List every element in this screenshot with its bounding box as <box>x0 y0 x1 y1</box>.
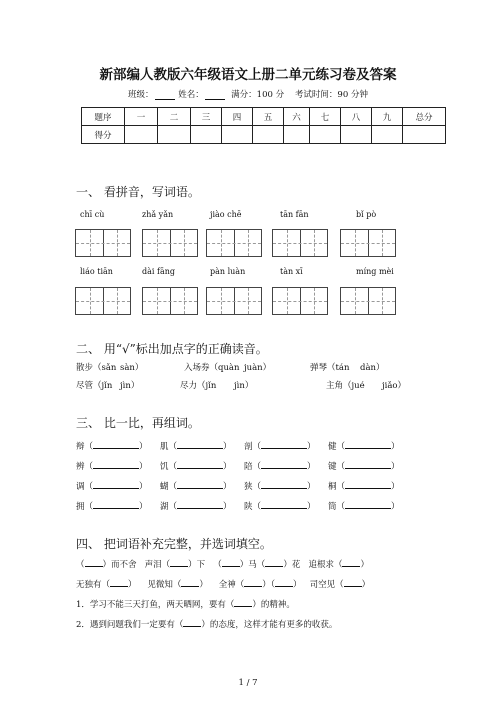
char: 陪 <box>244 462 253 472</box>
compare-item: 拥（ ） <box>76 502 148 512</box>
option[interactable]: 弹琴（tán <box>310 363 350 373</box>
blank[interactable] <box>234 598 252 607</box>
word-blank[interactable] <box>261 500 307 509</box>
word-blank[interactable] <box>93 500 139 509</box>
char: 健 <box>328 442 337 452</box>
compare-item: 肌（ ） <box>160 442 232 452</box>
option[interactable]: 入场券（quàn <box>184 363 240 373</box>
page-title: 新部编人教版六年级语文上册二单元练习卷及答案 <box>99 67 397 83</box>
writing-box[interactable] <box>206 287 262 315</box>
exam-info <box>0 88 496 100</box>
char: 键 <box>328 462 337 472</box>
char: 剖 <box>244 442 253 452</box>
word-blank[interactable] <box>261 480 307 489</box>
option[interactable]: 散步（sǎn <box>76 363 117 373</box>
option[interactable]: jìn） <box>234 381 254 391</box>
question-1: 1．学习不能三天打鱼，两天晒网，要有（ ）的精神。 <box>76 600 295 610</box>
compare-item: 桐（ ） <box>328 482 400 492</box>
writing-box[interactable] <box>142 229 198 257</box>
word-blank[interactable] <box>177 500 223 509</box>
pinyin-label: míng mèi <box>356 267 394 276</box>
compare-item: 饥（ ） <box>160 462 232 472</box>
blank[interactable] <box>85 558 103 567</box>
section-2-heading: 二、 用“√”标出加点字的正确读音。 <box>76 342 268 356</box>
compare-item: 筒（ ） <box>328 502 400 512</box>
word-blank[interactable] <box>177 460 223 469</box>
pinyin-label: jiào chē <box>210 210 242 219</box>
word-blank[interactable] <box>261 440 307 449</box>
option[interactable]: jiǎo） <box>382 381 407 391</box>
score-table <box>81 107 446 144</box>
score-header-cell: 一 <box>125 108 158 126</box>
compare-item: 陕（ ） <box>244 502 316 512</box>
char: 饥 <box>160 462 169 472</box>
blank[interactable] <box>275 578 293 587</box>
compare-item: 湖（ ） <box>160 502 232 512</box>
word-blank[interactable] <box>345 460 391 469</box>
compare-item: 健（ ） <box>328 442 400 452</box>
score-cell[interactable] <box>253 126 284 144</box>
compare-item: 蝴（ ） <box>160 482 232 492</box>
score-cell[interactable] <box>191 126 222 144</box>
writing-box[interactable] <box>272 287 328 315</box>
blank[interactable] <box>110 578 128 587</box>
option[interactable]: 主角（jué <box>326 381 365 391</box>
word-blank[interactable] <box>177 440 223 449</box>
score-header-cell: 九 <box>372 108 403 126</box>
score-header-cell: 总分 <box>403 108 446 126</box>
pinyin-label: bǐ pò <box>356 210 377 219</box>
blank[interactable] <box>222 558 240 567</box>
score-cell[interactable] <box>284 126 310 144</box>
compare-item: 辩（ ） <box>76 442 148 452</box>
exam-time: 考试时间：90 分钟 <box>294 90 368 100</box>
char: 湖 <box>160 502 169 512</box>
score-header-cell: 六 <box>284 108 310 126</box>
class-label: 班级： <box>128 90 154 100</box>
writing-box[interactable] <box>75 287 131 315</box>
question-2: 2．遇到问题我们一定要有（ ）的态度，这样才能有更多的收获。 <box>76 620 338 630</box>
char: 辩 <box>76 442 85 452</box>
option[interactable]: 尽力（jǐn <box>180 381 217 391</box>
writing-box[interactable] <box>340 229 396 257</box>
writing-box[interactable] <box>142 287 198 315</box>
word-blank[interactable] <box>261 460 307 469</box>
char: 辨 <box>76 462 85 472</box>
word-blank[interactable] <box>345 480 391 489</box>
word-blank[interactable] <box>93 480 139 489</box>
char: 狭 <box>244 482 253 492</box>
option[interactable]: dàn） <box>360 363 385 373</box>
score-row-label: 得分 <box>82 126 125 144</box>
blank[interactable] <box>344 578 362 587</box>
char: 调 <box>76 482 85 492</box>
name-label: 姓名： <box>178 90 204 100</box>
option[interactable]: 尽管（jǐn <box>76 381 113 391</box>
word-blank[interactable] <box>345 500 391 509</box>
idiom-line-2: 无独有（ ） 见微知（ ） 全神（ ）（ ） 司空见（ ） <box>76 580 371 590</box>
score-cell[interactable] <box>403 126 446 144</box>
blank[interactable] <box>342 558 360 567</box>
score-cell[interactable] <box>341 126 372 144</box>
writing-box[interactable] <box>340 287 396 315</box>
section-3-heading: 三、 比一比，再组词。 <box>76 416 200 430</box>
name-blank[interactable] <box>205 90 225 100</box>
score-header-cell: 七 <box>310 108 341 126</box>
word-blank[interactable] <box>177 480 223 489</box>
char: 蝴 <box>160 482 169 492</box>
blank[interactable] <box>181 578 199 587</box>
class-blank[interactable] <box>155 90 175 100</box>
page-number: 1 / 7 <box>238 678 258 688</box>
compare-item: 调（ ） <box>76 482 148 492</box>
compare-item: 狭（ ） <box>244 482 316 492</box>
compare-item: 辨（ ） <box>76 462 148 472</box>
writing-box[interactable] <box>75 229 131 257</box>
blank[interactable] <box>265 558 283 567</box>
section-4-heading: 四、 把词语补充完整，并选词填空。 <box>76 537 272 551</box>
score-header-cell: 五 <box>253 108 284 126</box>
option[interactable]: juàn） <box>244 363 272 373</box>
option[interactable]: jìn） <box>120 381 140 391</box>
pinyin-label: liáo tiān <box>80 267 113 276</box>
idiom-line-1: （ ）而不舍 声泪（ ）下 （ ）马（ ）花 追根求（ ） <box>76 560 369 570</box>
score-header-cell: 题序 <box>82 108 125 126</box>
writing-box[interactable] <box>206 229 262 257</box>
compare-item: 键（ ） <box>328 462 400 472</box>
pinyin-label: chī cù <box>80 210 105 219</box>
writing-box[interactable] <box>272 229 328 257</box>
score-header-cell: 二 <box>158 108 191 126</box>
option[interactable]: sàn） <box>120 363 144 373</box>
score-cell[interactable] <box>222 126 253 144</box>
score-header-cell: 三 <box>191 108 222 126</box>
compare-item: 陪（ ） <box>244 462 316 472</box>
pinyin-label: tàn xī <box>280 267 303 276</box>
score-cell[interactable] <box>372 126 403 144</box>
pinyin-label: dài fāng <box>142 267 175 276</box>
char: 拥 <box>76 502 85 512</box>
compare-item: 剖（ ） <box>244 442 316 452</box>
score-header-cell: 八 <box>341 108 372 126</box>
pinyin-label: pàn luàn <box>210 267 246 276</box>
section-1-heading: 一、 看拼音，写词语。 <box>76 185 200 199</box>
score-header-cell: 四 <box>222 108 253 126</box>
blank[interactable] <box>183 618 201 627</box>
score-cell[interactable] <box>125 126 158 144</box>
full-score: 满分：100 分 <box>231 90 285 100</box>
blank[interactable] <box>244 578 262 587</box>
score-cell[interactable] <box>158 126 191 144</box>
word-blank[interactable] <box>93 440 139 449</box>
char: 肌 <box>160 442 169 452</box>
char: 陕 <box>244 502 253 512</box>
word-blank[interactable] <box>345 440 391 449</box>
pinyin-label: zhǎ yǎn <box>142 210 174 219</box>
char: 桐 <box>328 482 337 492</box>
blank[interactable] <box>170 558 188 567</box>
char: 筒 <box>328 502 337 512</box>
score-cell[interactable] <box>310 126 341 144</box>
pinyin-label: tān fān <box>280 210 309 219</box>
word-blank[interactable] <box>93 460 139 469</box>
